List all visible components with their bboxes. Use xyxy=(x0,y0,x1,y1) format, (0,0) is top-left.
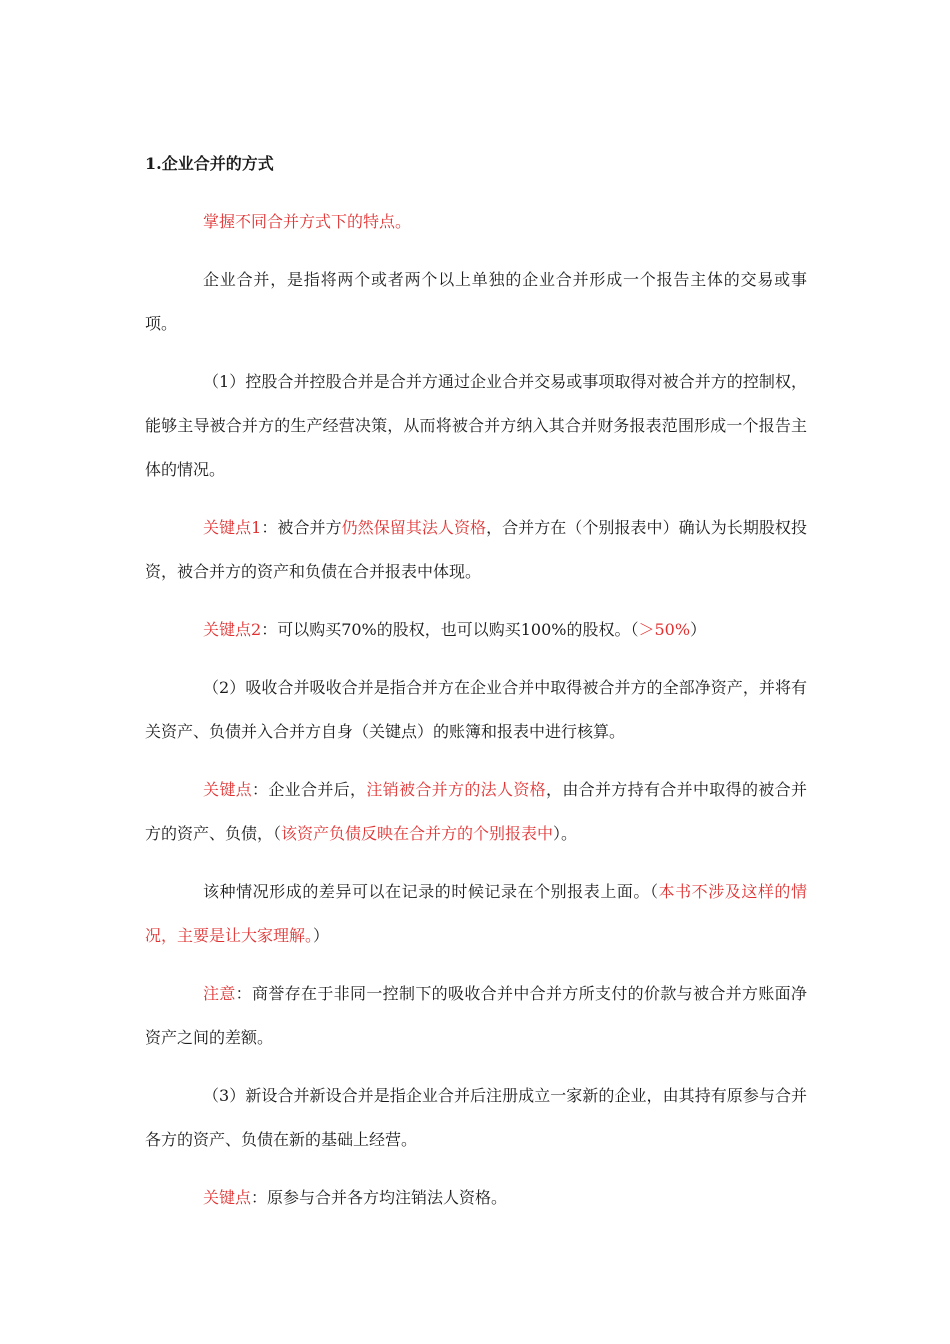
paragraph-holding-merger: （1）控股合并控股合并是合并方通过企业合并交易或事项取得对被合并方的控制权，能够主导被合并方的生产经营决策，从而将被合并方纳入其合并财务报表范围形成一个报告主体的情况。 xyxy=(145,372,807,479)
paragraph-keypoint-2: 关键点2：可以购买70%的股权，也可以购买100%的股权。（＞50%） xyxy=(203,620,707,639)
highlight-text: 该资产负债反映在合并方的个别报表中 xyxy=(281,824,554,843)
note-label: 注意 xyxy=(203,984,236,1003)
paragraph-difference-note: 该种情况形成的差异可以在记录的时候记录在个别报表上面。（本书不涉及这样的情况，主要是让大家理解。） xyxy=(145,882,807,945)
keypoint-label: 关键点 xyxy=(203,780,252,799)
highlight-text: 掌握不同合并方式下的特点。 xyxy=(203,212,412,231)
paragraph-keypoint-1: 关键点1：被合并方仍然保留其法人资格，合并方在（个别报表中）确认为长期股权投资，被合并方的资产和负债在合并报表中体现。 xyxy=(145,518,807,581)
paragraph-keypoint-absorption: 关键点：企业合并后，注销被合并方的法人资格，由合并方持有合并中取得的被合并方的资产、负债，（该资产负债反映在合并方的个别报表中）。 xyxy=(145,780,807,843)
highlight-text: 仍然保留其法人资格 xyxy=(341,518,487,537)
paragraph-definition: 企业合并，是指将两个或者两个以上单独的企业合并形成一个报告主体的交易或事项。 xyxy=(145,270,807,333)
keypoint-label: 关键点 xyxy=(203,1188,252,1207)
paragraph-absorption-merger: （2）吸收合并吸收合并是指合并方在企业合并中取得被合并方的全部净资产，并将有关资产、负债并入合并方自身（关键点）的账簿和报表中进行核算。 xyxy=(145,678,807,741)
keypoint-label: 关键点1 xyxy=(203,518,262,537)
paragraph-goodwill-note: 注意：商誉存在于非同一控制下的吸收合并中合并方所支付的价款与被合并方账面净资产之间的差额。 xyxy=(145,984,807,1047)
paragraph-new-merger: （3）新设合并新设合并是指企业合并后注册成立一家新的企业，由其持有原参与合并各方的资产、负债在新的基础上经营。 xyxy=(145,1086,807,1149)
highlight-text: 注销被合并方的法人资格 xyxy=(366,780,546,799)
paragraph-key-requirement xyxy=(145,200,807,244)
paragraph-keypoint-new: 关键点：原参与合并各方均注销法人资格。 xyxy=(203,1188,508,1207)
document-body xyxy=(145,142,807,1234)
section-title: 1.企业合并的方式 xyxy=(145,154,274,173)
highlight-text: 本书不涉及这样的情况，主要是让大家理解。 xyxy=(145,882,807,945)
highlight-text: ＞50% xyxy=(638,620,691,639)
keypoint-label: 关键点2 xyxy=(203,620,262,639)
